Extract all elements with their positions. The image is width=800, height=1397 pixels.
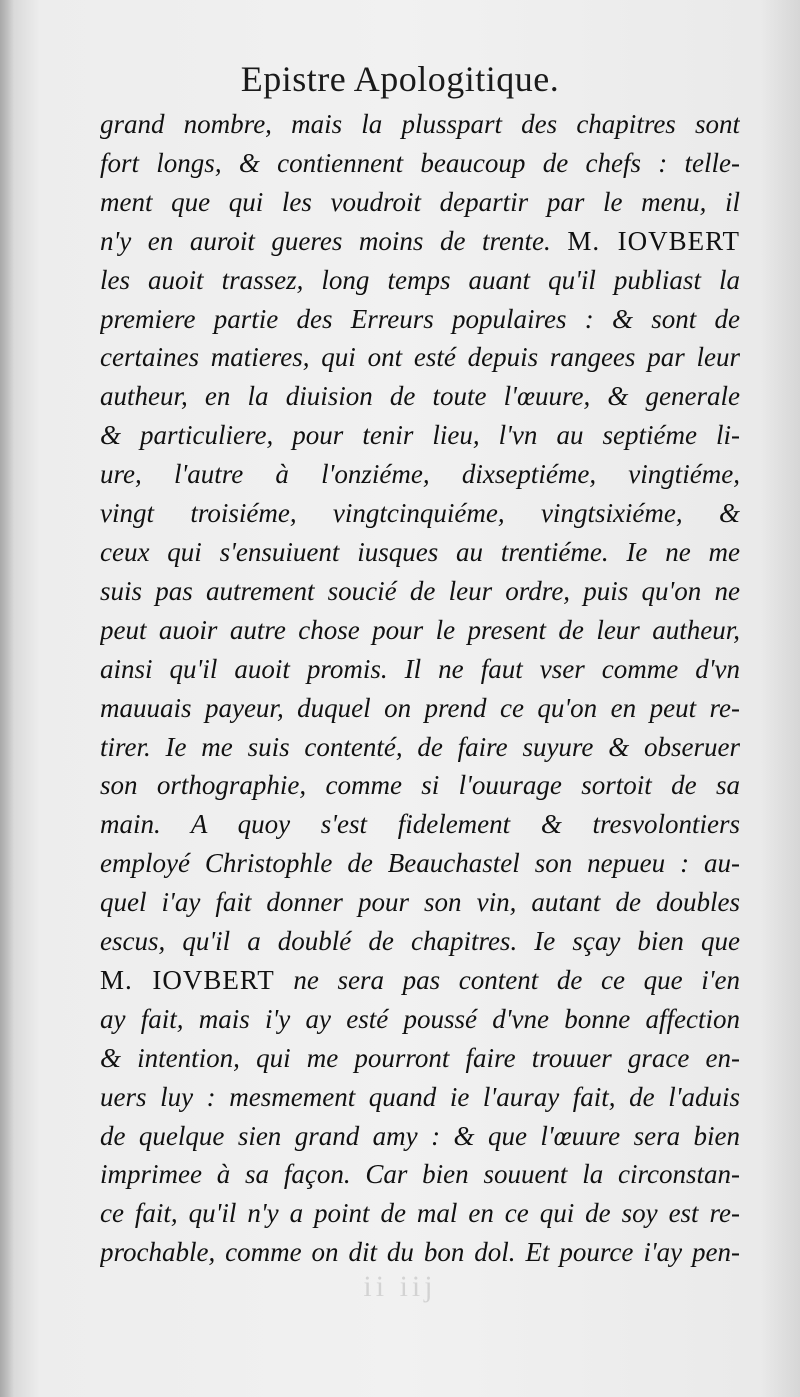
body-text: [100, 105, 740, 1272]
text-line: de quelque sien grand amy : & que l'œuure sera bien: [100, 1120, 740, 1151]
text-line: prochable, comme on dit du bon dol. Et pource i'ay pen-: [100, 1237, 740, 1268]
running-header: Epistre Apologitique.: [240, 59, 560, 99]
text-line: ceux qui s'ensuiuent iusques au trentiéme. Ie ne me: [100, 536, 740, 567]
author-name-smallcaps: M. IOVBERT: [567, 225, 740, 256]
text-line: autheur, en la diuision de toute l'œuure, & generale: [100, 381, 740, 412]
text-line: uers luy : mesmement quand ie l'auray fait, de l'aduis: [100, 1081, 740, 1112]
text-line: ce fait, qu'il n'y a point de mal en ce qui de soy est re-: [100, 1198, 740, 1229]
text-line: suis pas autrement soucié de leur ordre, puis qu'on ne: [100, 575, 740, 606]
text-line: ainsi qu'il auoit promis. Il ne faut vser comme d'vn: [100, 653, 740, 684]
text-line: tirer. Ie me suis contenté, de faire suyure & obseruer: [100, 731, 740, 762]
text-line-fragment: ne sera pas content de ce que i'en: [293, 964, 740, 995]
text-line: [100, 222, 740, 261]
text-line-fragment: n'y en auroit gueres moins de trente.: [100, 225, 551, 256]
text-line: quel i'ay fait donner pour son vin, autant de doubles: [100, 887, 740, 918]
binding-shadow: [0, 0, 14, 1397]
text-line: employé Christophle de Beauchastel son nepueu : au-: [100, 848, 740, 879]
text-line: certaines matieres, qui ont esté depuis rangees par leur: [100, 342, 740, 373]
text-line: ay fait, mais i'y ay esté poussé d'vne bonne affection: [100, 1003, 740, 1034]
text-line: & intention, qui me pourront faire trouuer grace en-: [100, 1042, 740, 1073]
text-line: peut auoir autre chose pour le present de leur autheur,: [100, 614, 740, 645]
signature-mark-bleed: ii iij: [363, 1270, 437, 1303]
text-line: premiere partie des Erreurs populaires : & sont de: [100, 303, 740, 334]
text-line: main. A quoy s'est fidelement & tresvolontiers: [100, 809, 740, 840]
author-name-smallcaps: M. IOVBERT: [100, 964, 275, 995]
text-line: imprimee à sa façon. Car bien souuent la circonstan-: [100, 1159, 740, 1190]
text-line: fort longs, & contiennent beaucoup de chefs : telle-: [100, 147, 740, 178]
text-line: les auoit trassez, long temps auant qu'il publiast la: [100, 264, 740, 295]
text-line: grand nombre, mais la plusspart des chapitres sont: [100, 109, 740, 139]
text-line: ure, l'autre à l'onziéme, dixseptiéme, vingtiéme,: [100, 459, 740, 490]
text-line: mauuais payeur, duquel on prend ce qu'on en peut re-: [100, 692, 740, 723]
text-line: & particuliere, pour tenir lieu, l'vn au septiéme li-: [100, 420, 740, 451]
text-line: vingt troisiéme, vingtcinquiéme, vingtsixiéme, &: [100, 498, 740, 529]
text-line: escus, qu'il a doublé de chapitres. Ie sçay bien que: [100, 926, 740, 957]
text-line: ment que qui les voudroit departir par le menu, il: [100, 186, 740, 217]
text-line: [100, 961, 740, 1000]
text-line: son orthographie, comme si l'ouurage sortoit de sa: [100, 770, 740, 801]
